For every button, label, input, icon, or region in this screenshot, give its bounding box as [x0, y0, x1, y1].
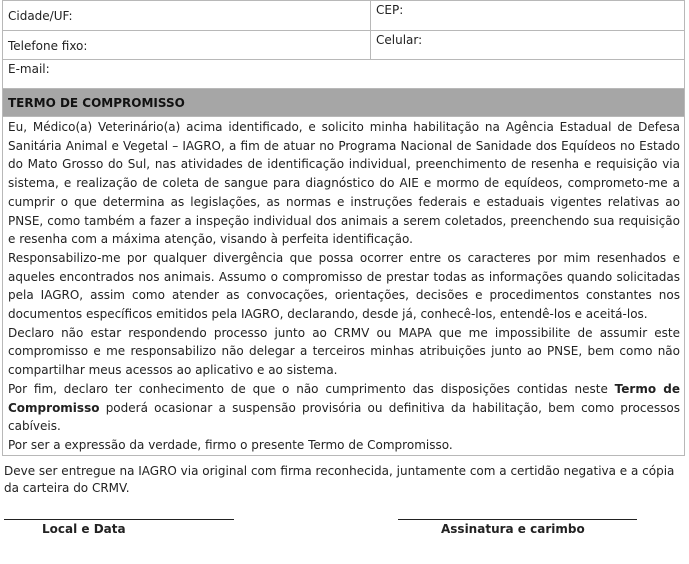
celular-label: Celular:	[376, 33, 423, 47]
assinatura-signature	[398, 506, 637, 536]
telefone-fixo-label: Telefone fixo:	[8, 39, 88, 53]
termo-paragraph-2: Responsabilizo-me por qualquer divergência que possa ocorrer entre os caracteres por mim resenhados e aqueles encontrados nos animais. Assumo o compromisso de prestar todas as informações quando solicitadas pela IAGRO, assim como atender as convocações, orientações, decisões e procedimentos constantes nos documentos específicos emitidos pela IAGRO, declarando, desde já, conhecê-los, entendê-los e aceitá-los.	[8, 250, 680, 322]
termo-body	[3, 117, 685, 456]
termo-paragraph-4-bold: Termo de Compromisso	[8, 381, 680, 415]
delivery-note: Deve ser entregue na IAGRO via original com firma reconhecida, juntamente com a certidão negativa e a cópia da carteira do CRMV.	[4, 464, 675, 495]
termo-paragraph-4	[8, 380, 680, 436]
cep-label: CEP:	[376, 3, 404, 17]
registration-form-table	[2, 0, 685, 456]
celular-field[interactable]	[371, 31, 685, 60]
termo-paragraph-5: Por ser a expressão da verdade, firmo o presente Termo de Compromisso.	[8, 437, 453, 452]
email-field[interactable]	[3, 60, 685, 89]
termo-title: TERMO DE COMPROMISSO	[8, 96, 185, 110]
cep-field[interactable]	[371, 1, 685, 31]
cidade-uf-label: Cidade/UF:	[8, 9, 73, 23]
assinatura-label: Assinatura e carimbo	[441, 522, 585, 536]
cidade-uf-field[interactable]	[3, 1, 371, 31]
telefone-fixo-field[interactable]	[3, 31, 371, 60]
termo-paragraph-1: Eu, Médico(a) Veterinário(a) acima identificado, e solicito minha habilitação na Agência Estadual de Defesa Sanitária Animal e Vegetal – IAGRO, a fim de atuar no Programa Nacional de Sanidade dos Equídeos no Estado do Mato Grosso do Sul, nas atividades de identificação individual, preenchimento de resenha e requisição via sistema, e realização de coleta de sangue para diagnóstico do AIE e mormo de equídeos, comprometo-me a cumprir o que determina as legislações, as normas e instruções federais e estaduais vigentes relativas ao PNSE, como também a fazer a inspeção individual dos animais a serem coletados, preenchendo sua requisição e resenha com a máxima atenção, visando à perfeita identificação.	[8, 120, 680, 247]
termo-paragraph-3: Declaro não estar respondendo processo junto ao CRMV ou MAPA que me impossibilite de assumir este compromisso e me responsabilizo não delegar a terceiros minhas atribuições junto ao PNSE, bem como não compartilhar meus acessos ao aplicativo e ao sistema.	[8, 325, 680, 378]
local-data-signature	[4, 506, 234, 536]
termo-paragraph-4-end: poderá ocasionar a suspensão provisória ou definitiva da habilitação, bem como processos cabíveis.	[8, 400, 680, 434]
termo-paragraph-4-start: Por fim, declaro ter conhecimento de que o não cumprimento das disposições contidas neste	[8, 381, 615, 396]
termo-header	[3, 89, 685, 117]
local-data-label: Local e Data	[42, 522, 126, 536]
email-label: E-mail:	[8, 62, 50, 76]
